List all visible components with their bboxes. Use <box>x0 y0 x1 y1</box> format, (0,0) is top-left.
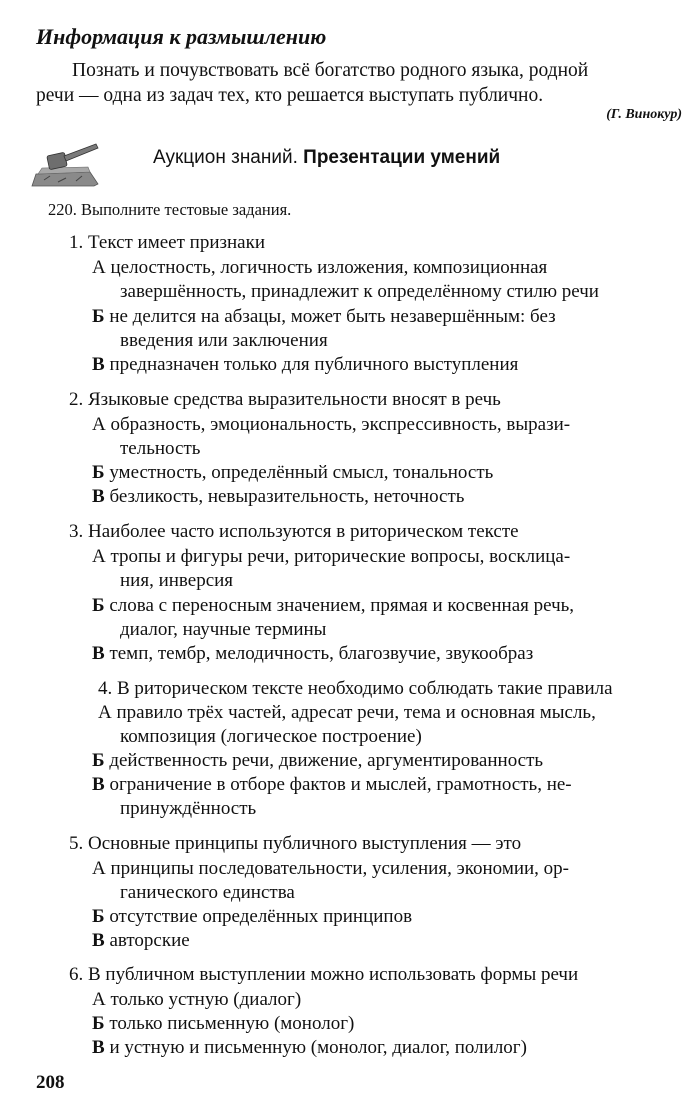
option-letter: А <box>92 257 106 278</box>
page-number: 208 <box>36 1072 65 1093</box>
option-text: авторские <box>109 930 190 951</box>
option-text: действенность речи, движение, аргументированность <box>109 750 544 771</box>
epigraph-quote <box>36 58 676 108</box>
option-letter: А <box>98 702 112 723</box>
q2-option-a <box>92 413 570 437</box>
q3-option-a <box>92 545 570 569</box>
option-letter: Б <box>92 595 105 616</box>
option-letter: В <box>92 354 105 375</box>
option-text: и устную и письменную (монолог, диалог, полилог) <box>109 1037 527 1058</box>
option-letter: Б <box>92 306 105 327</box>
q2-option-a-cont: тельность <box>120 438 201 459</box>
section-title-regular: Аукцион знаний. <box>153 147 298 168</box>
q6-option-a <box>92 988 301 1012</box>
quote-author: (Г. Винокур) <box>606 107 682 122</box>
option-letter: В <box>92 1037 105 1058</box>
option-text: ограничение в отборе фактов и мыслей, грамотность, не- <box>109 774 572 795</box>
option-text: слова с переносным значением, прямая и косвенная речь, <box>109 595 575 616</box>
option-letter: А <box>92 546 106 567</box>
option-text: отсутствие определённых принципов <box>109 906 413 927</box>
question-5: 5. Основные принципы публичного выступления — это <box>69 833 522 854</box>
option-letter: А <box>92 858 106 879</box>
q5-option-b <box>92 905 412 929</box>
option-letter: Б <box>92 462 105 483</box>
q4-option-b <box>92 749 543 773</box>
option-letter: В <box>92 486 105 507</box>
q4-option-a <box>98 701 596 725</box>
option-letter: В <box>92 643 105 664</box>
q3-option-b-cont: диалог, научные термины <box>120 619 327 640</box>
q5-option-a-cont: ганического единства <box>120 882 295 903</box>
q4-option-c-cont: принуждённость <box>120 798 257 819</box>
q4-option-c <box>92 773 572 797</box>
option-text: предназначен только для публичного выступления <box>109 354 519 375</box>
q1-option-b-cont: введения или заключения <box>120 330 328 351</box>
q5-option-a <box>92 857 569 881</box>
quote-line-2: речи — одна из задач тех, кто решается выступать публично. <box>36 85 544 106</box>
question-2: 2. Языковые средства выразительности вносят в речь <box>69 389 501 410</box>
quote-line-1: Познать и почувствовать всё богатство родного языка, родной <box>72 60 589 81</box>
option-letter: Б <box>92 906 105 927</box>
q6-option-b <box>92 1012 354 1036</box>
gavel-icon <box>30 140 100 188</box>
option-text: темп, тембр, мелодичность, благозвучие, звукообраз <box>109 643 534 664</box>
question-1: 1. Текст имеет признаки <box>69 232 266 253</box>
task-instruction: 220. Выполните тестовые задания. <box>48 200 292 219</box>
q2-option-b <box>92 461 493 485</box>
option-text: целостность, логичность изложения, композиционная <box>110 257 548 278</box>
option-text: только устную (диалог) <box>110 989 302 1010</box>
option-letter: Б <box>92 1013 105 1034</box>
option-text: уместность, определённый смысл, тональность <box>109 462 494 483</box>
option-text: образность, эмоциональность, экспрессивность, вырази- <box>110 414 571 435</box>
section-title-bold: Презентации умений <box>303 147 501 168</box>
question-3: 3. Наиболее часто используются в риторическом тексте <box>69 521 519 542</box>
q5-option-c <box>92 929 190 953</box>
option-text: принципы последовательности, усиления, экономии, ор- <box>110 858 570 879</box>
option-text: только письменную (монолог) <box>109 1013 355 1034</box>
q6-option-c <box>92 1036 527 1060</box>
section-title <box>153 147 500 169</box>
q1-option-a <box>92 256 547 280</box>
q4-option-a-cont: композиция (логическое построение) <box>120 726 422 747</box>
question-6: 6. В публичном выступлении можно использовать формы речи <box>69 964 579 985</box>
option-text: тропы и фигуры речи, риторические вопросы, восклица- <box>110 546 571 567</box>
q3-option-b <box>92 594 574 618</box>
option-letter: Б <box>92 750 105 771</box>
q1-option-a-cont: завершённость, принадлежит к определённому стилю речи <box>120 281 599 302</box>
question-4: 4. В риторическом тексте необходимо соблюдать такие правила <box>98 678 613 699</box>
q1-option-b <box>92 305 556 329</box>
option-text: безликость, невыразительность, неточность <box>109 486 465 507</box>
q3-option-a-cont: ния, инверсия <box>120 570 234 591</box>
q1-option-c <box>92 353 518 377</box>
option-letter: В <box>92 774 105 795</box>
option-letter: А <box>92 414 106 435</box>
q3-option-c <box>92 642 533 666</box>
option-letter: А <box>92 989 106 1010</box>
option-text: правило трёх частей, адресат речи, тема и основная мысль, <box>116 702 596 723</box>
option-letter: В <box>92 930 105 951</box>
option-text: не делится на абзацы, может быть незавершённым: без <box>109 306 556 327</box>
info-heading: Информация к размышлению <box>36 24 327 49</box>
q2-option-c <box>92 485 464 509</box>
